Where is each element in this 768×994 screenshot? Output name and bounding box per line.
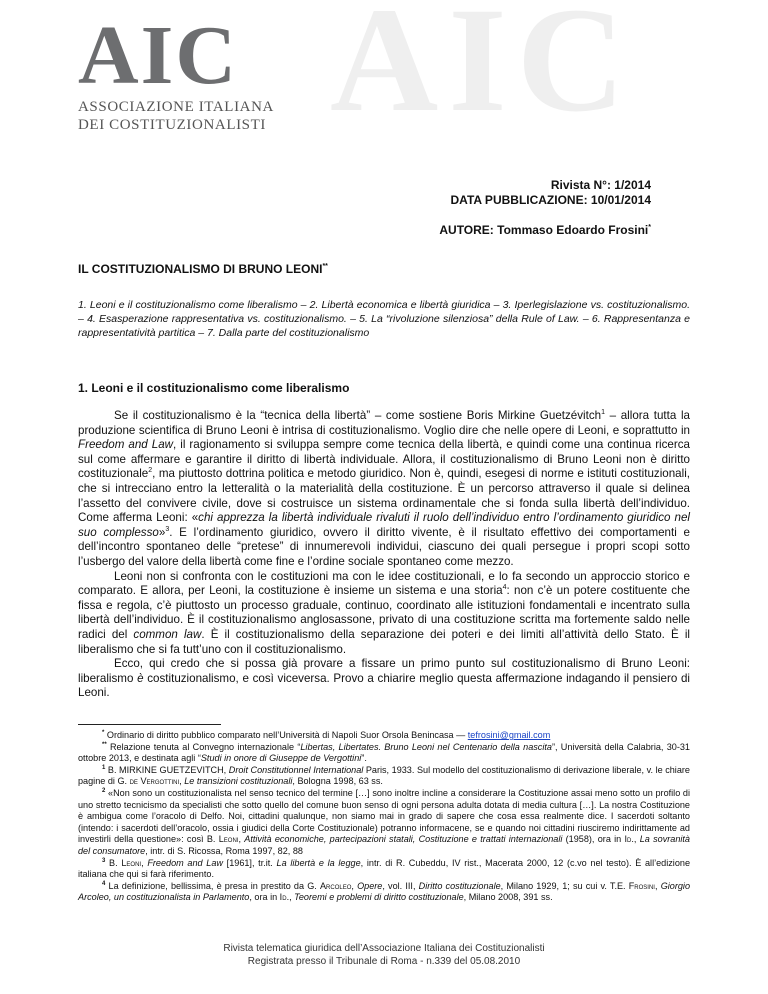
footnotes — [78, 730, 690, 904]
footnote-text: ., — [286, 892, 295, 903]
text-run: Se il costituzionalismo è la “tecnica della libertà” – come sostiene Boris Mirkine Guetzévitch — [114, 409, 602, 422]
footnote-mark: * — [102, 729, 105, 736]
text-run-italic: Freedom and Law — [78, 438, 174, 452]
author-name: AUTORE: Tommaso Edoardo Frosini — [439, 223, 649, 237]
page-footer — [0, 942, 768, 968]
footnote-text: ”. — [361, 753, 367, 764]
footnote-text-italic: Studi in onore di Giuseppe de Vergottini — [200, 753, 362, 764]
footnote-text-smallcaps: IRKINE — [126, 764, 160, 775]
footnote-1 — [78, 765, 690, 788]
footnote-text-italic: Opere — [357, 880, 383, 891]
footnote-text-italic: Le transizioni costituzionali — [184, 776, 293, 787]
logo-line-2: DEI COSTITUZIONALISTI — [78, 117, 266, 133]
text-run-italic: common law — [133, 627, 202, 641]
logo-letters: AIC — [78, 9, 239, 102]
footnote-star — [78, 730, 690, 742]
text-run-italic: chi apprezza la libertà individuale rivaluti il ruolo dell’individuo entro l’ordinamento giuridico nel suo complesso — [78, 511, 690, 539]
paragraph-3 — [78, 657, 690, 701]
footnote-text: , — [141, 857, 148, 868]
footnote-text-smallcaps: Leoni — [121, 857, 142, 868]
footnote-text: «Non sono un costituzionalista nel senso tecnico del termine […] sono inoltre incline a considerare la Costituzione assai meno sotto un profilo di uno stretto tecnicismo da specialisti che sotto quello del comune buon senso di ogni persona adulta dotata di media cultura […]. La nostra Costituzione è ambigua come l’oracolo di Delfo. Noi, cittadini qualunque, non siamo mai in grado di sapere che cosa essa realmente dice. I sacerdoti soltanto (intendo: i sacerdoti dell’oracolo, ossia i giudici della Corte Costituzionale) potranno informacene, se e quando noi cittadini riusciremo indirittamente ad investirli della questione»: così B. — [78, 787, 690, 845]
text-run: Leoni non si confronta con le costituzioni ma con le idee costituzionali, e lo fa secondo un approccio storico e comparato. E allora, per Leoni, la costituzione è insieme un sistema e una storia — [78, 569, 690, 598]
footnote-text: La definizione, bellissima, è presa in prestito da G. — [105, 880, 320, 891]
title-footnote-mark[interactable]: ** — [322, 263, 328, 270]
author-footnote-mark[interactable]: * — [648, 224, 651, 231]
footer-line-2: Registrata presso il Tribunale di Roma - n.339 del 05.08.2010 — [247, 956, 521, 967]
aic-logo — [78, 9, 358, 134]
footnote-3 — [78, 858, 690, 881]
footnote-text-italic: La libertà e la legge — [276, 857, 361, 868]
footnote-text-italic: Diritto costituzionale — [418, 880, 501, 891]
text-run: – allora tutta la produzione scientifica di Bruno Leoni è intrisa di costituzionalismo. Voglio dire che nelle opere di Leoni, e soprattutto in — [78, 409, 690, 437]
text-run: Ecco, qui credo che si possa già provare a fissare un primo punto sul costituzionalismo di Bruno Leoni: liberalismo — [78, 657, 690, 685]
footnote-text: G — [159, 764, 167, 775]
footnote-text-smallcaps: Frosini — [628, 880, 655, 891]
footnote-text-italic: Teoremi e problemi di diritto costituzionale — [294, 892, 464, 903]
footnote-text: (1958), ora in I — [562, 834, 628, 845]
footnote-text: , — [351, 880, 358, 891]
footnote-4 — [78, 881, 690, 904]
footnote-text: , — [654, 880, 661, 891]
footnote-text: , ora in I — [249, 892, 283, 903]
footnote-mark: 1 — [102, 764, 106, 771]
footnote-text: Paris, 1933. Sul modello del costituzionalismo di derivazione liberale, v. le chiare pagine di G. — [78, 764, 690, 787]
footnote-mark: 3 — [102, 857, 106, 864]
article-title — [78, 262, 328, 276]
footnote-ref-2[interactable]: 2 — [148, 467, 153, 475]
footnote-text: , Milano 2008, 391 ss. — [463, 892, 553, 903]
footnote-mark: 4 — [102, 880, 106, 887]
logo-line-1: ASSOCIAZIONE ITALIANA — [78, 99, 274, 115]
footnote-text-smallcaps: d — [282, 892, 287, 903]
footnote-text: , vol. III, — [382, 880, 419, 891]
footnote-2 — [78, 788, 690, 858]
footnote-text: Ordinario di diritto pubblico comparato nell’Università di Napoli Suor Orsola Benincasa — — [104, 730, 468, 740]
issue-number: Rivista N°: 1/2014 — [550, 178, 651, 192]
footnote-text: [1961], tr.it. — [222, 857, 277, 868]
footnote-text-italic: Attività economiche, partecipazioni statali, Costituzione e trattati internazionali — [244, 834, 563, 845]
author-line — [439, 223, 651, 238]
watermark-logo: AIC — [330, 0, 636, 140]
text-run-italic: è — [137, 671, 144, 685]
footnote-mark: ** — [102, 741, 107, 748]
footnote-text: B. — [105, 857, 122, 868]
body-text — [78, 409, 690, 701]
footnote-text-smallcaps: d — [627, 834, 632, 845]
footnote-text: , — [238, 834, 245, 845]
section-heading: 1. Leoni e il costituzionalismo come liberalismo — [78, 381, 350, 395]
footnote-text: , Bologna 1998, 63 ss. — [292, 776, 383, 787]
footer-line-1: Rivista telematica giuridica dell’Associazione Italiana dei Costituzionalisti — [223, 943, 545, 954]
footnote-text-smallcaps: Arcoleo — [319, 880, 352, 891]
footnote-text-italic: Giorgio Arcoleo, un costituzionalista in Parlamento — [78, 880, 691, 903]
footnote-double-star — [78, 742, 690, 765]
footnote-ref-3[interactable]: 3 — [165, 525, 170, 533]
publication-date: DATA PUBBLICAZIONE: 10/01/2014 — [450, 193, 651, 207]
text-run: : non c’è un potere costituente che fissa e regola, c’è piuttosto un processo graduale, continuo, coordinato alle istituzioni fondamentali e incentrato sulla libertà dell’individuo. È il costituzionalismo anglosassone, privato di una costituzione scritta ma fortemente saldo nelle radici del — [78, 584, 690, 641]
footnote-text: , Milano 1929, 1; su cui v. T.E. — [500, 880, 629, 891]
footnote-ref-4[interactable]: 4 — [502, 584, 507, 592]
text-run: , ma piuttosto dottrina politica e metodo giuridico. Non è, quindi, esegesi di norme e istituti costituzionali, che si intrecciano entro la letteralità o la materialità della costituzione. È un percorso attraverso il quale si delinea l’assetto del convivere civile, dove si costruisce un sistema ordinamentale che si fonda sulla libertà dell’individuo. Come afferma Leoni: « — [78, 467, 690, 525]
footnote-text: , — [179, 776, 185, 787]
footnote-ref-1[interactable]: 1 — [601, 409, 605, 417]
footnote-text-italic: Freedom and Law — [147, 857, 223, 868]
paragraph-1 — [78, 409, 690, 570]
text-run: . È il costituzionalismo della separazione dei poteri e dei limiti all’attività dello Stato. È il liberalismo che si fa tutt’uno con il costituzionalismo. — [78, 627, 690, 656]
text-run: . E l’ordinamento giuridico, ovvero il diritto vivente, è il risultato effettivo dei comportamenti e dell’incontro spontaneo delle “pretese” di innumerevoli individui, ciascuno dei quali persegue i propri scopi sotto l’usbergo del valore della libertà come fine e l’ordine sociale spontaneo come mezzo. — [78, 525, 690, 568]
author-email-link[interactable]: tefrosini@gmail.com — [467, 730, 551, 740]
paragraph-2 — [78, 570, 690, 658]
article-title-text: IL COSTITUZIONALISMO DI BRUNO LEONI — [78, 262, 323, 276]
footnote-text-smallcaps: de Vergottini — [129, 776, 180, 787]
footnote-text: , intr. di S. Ricossa, Roma 1997, 82, 88 — [145, 845, 303, 856]
table-of-contents: 1. Leoni e il costituzionalismo come liberalismo – 2. Libertà economica e libertà giuridica – 3. Iperlegislazione vs. costituzionalismo. – 4. Esasperazione rappresentativa vs. costituzionalismo. – 5. La “rivoluzione silenziosa” della Rule of Law. – 6. Rappresentanza e rappresentatività partitica – 7. Dalla parte del costituzionalismo — [78, 299, 690, 339]
footnote-text-italic: La sovranità del consumatore — [78, 834, 690, 856]
footnote-text-italic: Libertas, Libertates. Bruno Leoni nel Centenario della nascita — [300, 741, 552, 752]
footnote-text-smallcaps: UETZEVITCH — [166, 764, 224, 775]
footnote-text: , — [223, 764, 229, 775]
publication-meta — [439, 178, 651, 238]
footnote-text-italic: Droit Constitutionnel International — [228, 764, 364, 775]
footnote-text: ., — [631, 834, 640, 845]
footnote-text: B. M — [105, 764, 127, 775]
footnote-text: , intr. di R. Cubeddu, IV rist., Macerata 2000, 12 (c.vo nel testo). È all’edizione italiana che qui si farà riferimento. — [78, 857, 690, 880]
text-run: , il ragionamento si sviluppa sempre come tecnica della libertà, e quindi come una continua ricerca sul come affermare e garantire il diritto di libertà individuale. Allora, il costituzionalismo di Bruno Leoni non è diritto costituzionale — [78, 438, 690, 481]
text-run: » — [158, 525, 166, 539]
text-run: costituzionalismo, e così viceversa. Provo a chiarire meglio questa affermazione indagando il pensiero di Leoni. — [78, 671, 690, 700]
footnote-text-smallcaps: Leoni — [218, 834, 239, 845]
footnote-text: Relazione tenuta al Convegno internazionale “ — [106, 741, 301, 752]
footnote-separator — [78, 724, 221, 725]
footnote-mark: 2 — [102, 787, 106, 794]
footnote-text: ”, Università della Calabria, 30-31 ottobre 2013, e destinata agli “ — [78, 741, 690, 764]
